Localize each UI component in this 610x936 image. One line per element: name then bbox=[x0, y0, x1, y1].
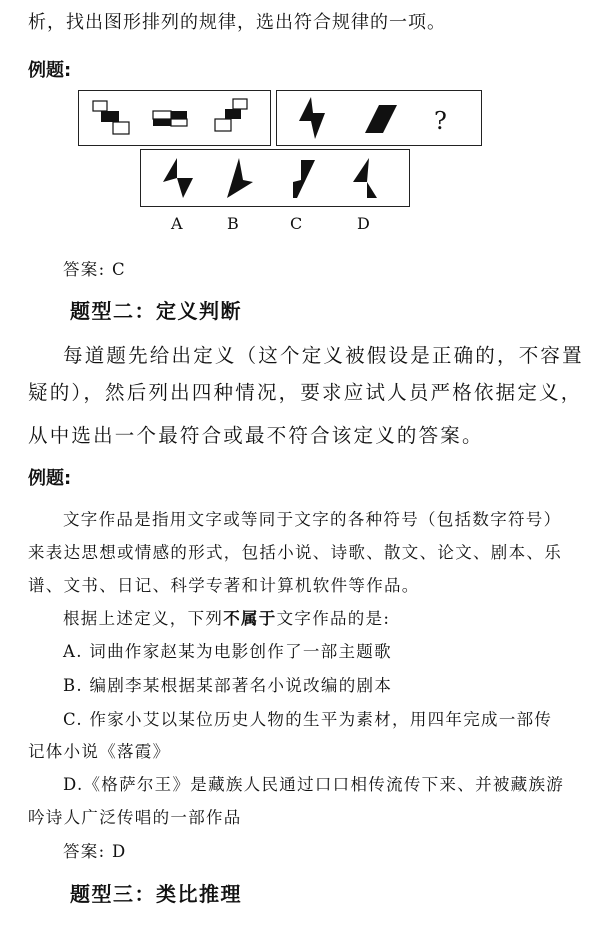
answer-1: 答案: C bbox=[63, 260, 126, 279]
question-figure-right-box bbox=[276, 90, 482, 146]
question-mark: ? bbox=[434, 107, 447, 135]
example-label: 例题: bbox=[28, 60, 72, 81]
choice-b: B. 编剧李某根据某部著名小说改编的剧本 bbox=[63, 676, 393, 695]
section-2-desc-line-3: 从中选出一个最符合或最不符合该定义的答案。 bbox=[28, 424, 484, 447]
option-b-figure bbox=[221, 154, 261, 202]
option-d-figure bbox=[345, 154, 385, 202]
figure-4 bbox=[291, 95, 331, 141]
question-prefix: 根据上述定义，下列 bbox=[63, 609, 224, 628]
definition-line-1: 文字作品是指用文字或等同于文字的各种符号（包括数字符号） bbox=[63, 510, 562, 529]
question-suffix: 文字作品的是: bbox=[276, 609, 391, 628]
option-c-figure bbox=[283, 154, 323, 202]
example-2-label: 例题: bbox=[28, 468, 72, 489]
section-3-title: 题型三：类比推理 bbox=[70, 882, 242, 906]
option-label-c: C bbox=[290, 214, 303, 233]
section-2-title: 题型二：定义判断 bbox=[70, 299, 242, 323]
options-figure-box bbox=[140, 149, 410, 207]
definition-line-2: 来表达思想或情感的形式，包括小说、诗歌、散文、论文、剧本、乐 bbox=[28, 543, 562, 562]
answer-2: 答案: D bbox=[63, 842, 127, 861]
figure-5 bbox=[361, 99, 401, 139]
figure-3 bbox=[211, 95, 251, 135]
choice-a: A. 词曲作家赵某为电影创作了一部主题歌 bbox=[63, 642, 392, 661]
choice-c-line-2: 记体小说《落霞》 bbox=[28, 742, 171, 761]
question-stem bbox=[63, 605, 390, 629]
option-label-d: D bbox=[357, 214, 370, 233]
choice-d-line-2: 吟诗人广泛传唱的一部作品 bbox=[28, 808, 242, 827]
option-label-a: A bbox=[171, 214, 183, 233]
section-2-desc-line-2: 疑的），然后列出四种情况，要求应试人员严格依据定义， bbox=[28, 381, 583, 404]
definition-line-3: 谱、文书、日记、科学专著和计算机软件等作品。 bbox=[28, 576, 420, 595]
option-a-figure bbox=[159, 154, 199, 202]
question-figure-left-box bbox=[78, 90, 271, 146]
figure-2 bbox=[151, 99, 191, 139]
choice-c-line-1: C. 作家小艾以某位历史人物的生平为素材，用四年完成一部传 bbox=[63, 710, 553, 729]
figure-1 bbox=[91, 99, 131, 139]
choice-d-line-1: D.《格萨尔王》是藏族人民通过口口相传流传下来、并被藏族游 bbox=[63, 775, 565, 794]
question-emphasis: 不属于 bbox=[223, 609, 277, 628]
option-label-b: B bbox=[227, 214, 239, 233]
intro-line: 析，找出图形排列的规律，选出符合规律的一项。 bbox=[28, 12, 446, 33]
section-2-desc-line-1: 每道题先给出定义（这个定义被假设是正确的，不容置 bbox=[63, 344, 584, 367]
